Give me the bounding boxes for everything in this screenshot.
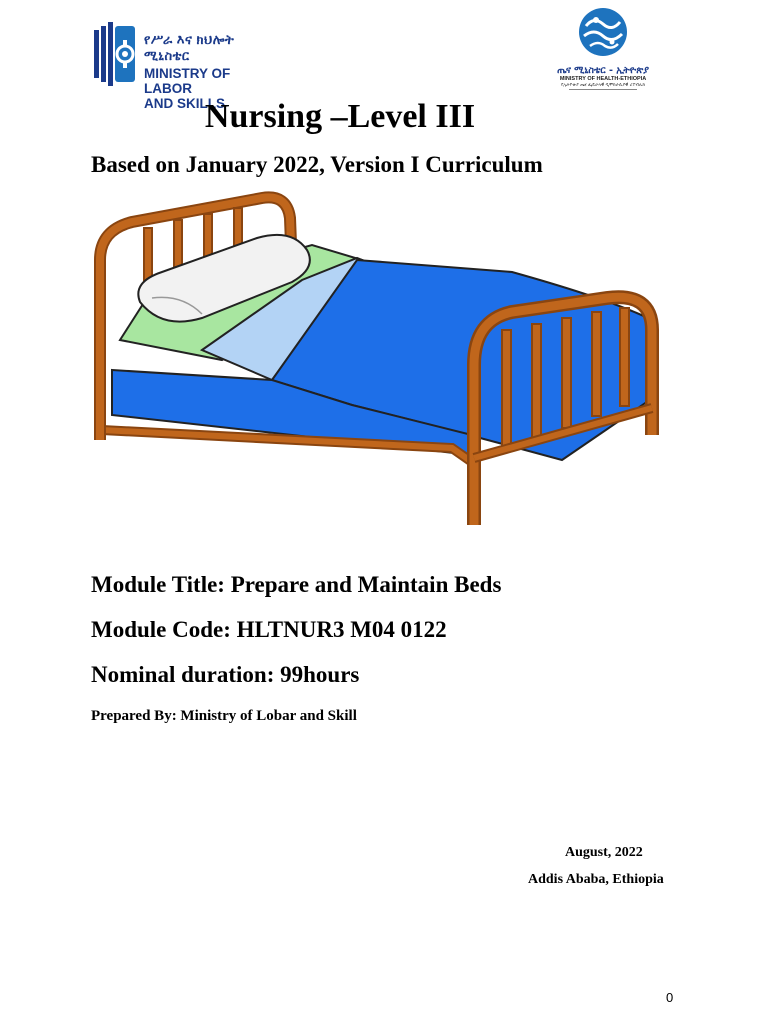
ministry-of-labor-logo: [92, 20, 272, 111]
document-subtitle: Based on January 2022, Version I Curriculum: [91, 152, 543, 177]
module-code: Module Code: HLTNUR3 M04 0122: [91, 617, 447, 642]
ministry-of-health-logo: [548, 6, 658, 96]
labor-emblem-icon: [92, 20, 142, 90]
document-title: Nursing –Level III: [204, 98, 476, 135]
health-logo-english: MINISTRY OF HEALTH-ETHIOPIA: [559, 76, 647, 82]
bed-icon: [92, 190, 672, 530]
nominal-duration: Nominal duration: 99hours: [91, 662, 360, 687]
module-title: Module Title: Prepare and Maintain Beds: [91, 572, 502, 597]
health-logo-underline: [569, 89, 637, 90]
prepared-by: Prepared By: Ministry of Lobar and Skill: [91, 708, 357, 724]
publication-place: Addis Ababa, Ethiopia: [528, 872, 664, 887]
hospital-bed-illustration: [92, 190, 672, 535]
publication-date: August, 2022: [565, 845, 643, 860]
health-logo-subtext: የኢትዮጵያ ጤና ፌዴራላዊ ዲሞክራሲያዊ ሪፐብሊክ: [561, 83, 645, 88]
labor-logo-line1: MINISTRY OF LABOR: [144, 66, 231, 96]
health-emblem-icon: [572, 6, 634, 58]
page-number: 0: [666, 990, 674, 1005]
labor-logo-line2: AND SKILLS: [144, 96, 225, 111]
health-logo-amharic: ጤና ሚኒስቴር - ኢትዮጵያ: [557, 65, 649, 76]
labor-logo-amharic: የሥራ እና ክህሎት ሚኒስቴር: [144, 32, 235, 63]
